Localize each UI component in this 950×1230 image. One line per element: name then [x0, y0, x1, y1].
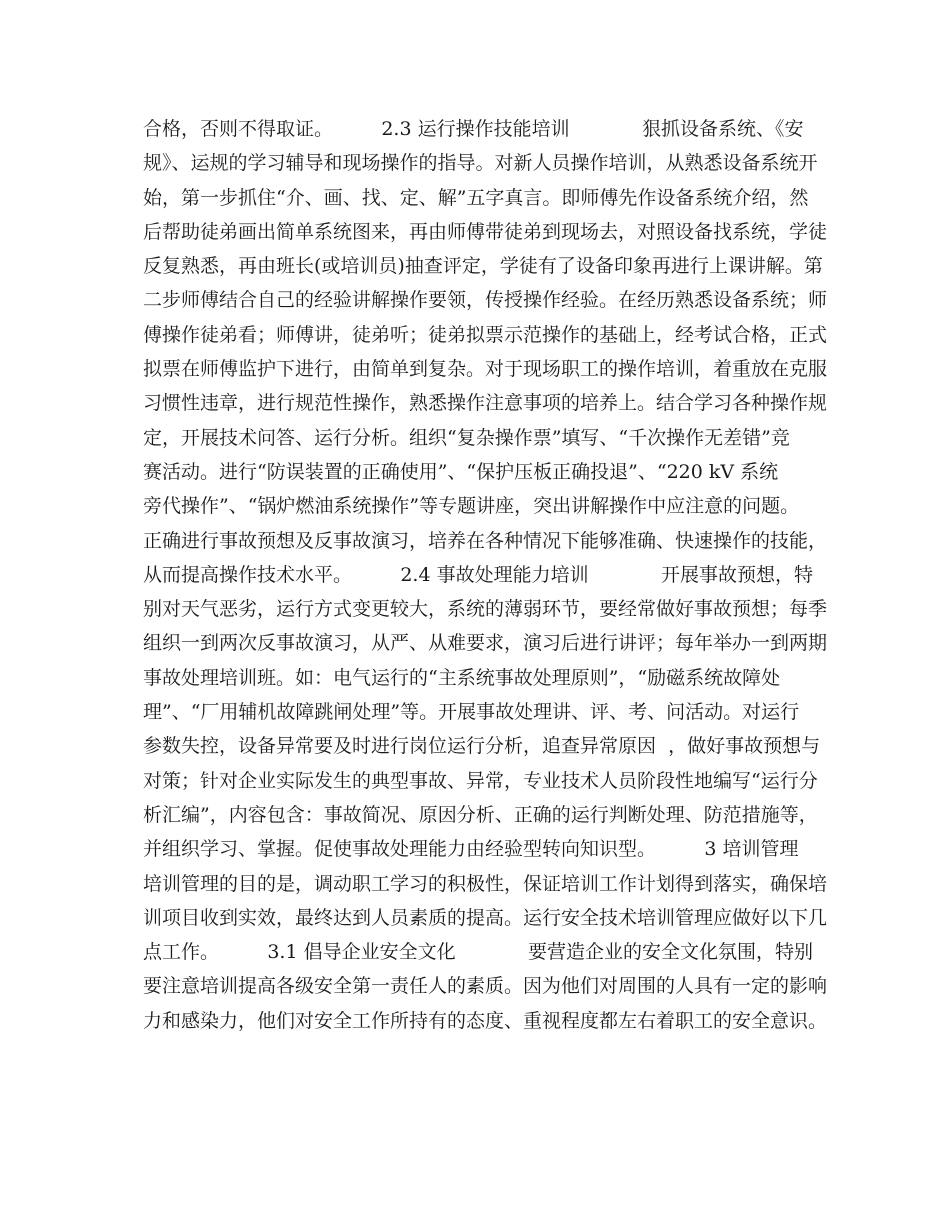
text-line: 合格，否则不得取证。 2.3 运行操作技能培训 狠抓设备系统、《安 [143, 118, 804, 140]
text-line: 规》、运规的学习辅导和现场操作的指导。对新人员操作培训，从熟悉设备系统开 [143, 152, 818, 175]
text-line: 拟票在师傅监护下进行，由简单到复杂。对于现场职工的操作培训，着重放在克服 [143, 358, 828, 381]
text-line: 对策；针对企业实际发生的典型事故、异常，专业技术人员阶段性地编写“运行分 [143, 769, 818, 792]
text-line: 二步师傅结合自己的经验讲解操作要领，传授操作经验。在经历熟悉设备系统；师 [143, 289, 828, 312]
text-line: 习惯性违章，进行规范性操作，熟悉操作注意事项的培养上。结合学习各种操作规 [143, 392, 828, 415]
text-line: 训项目收到实效，最终达到人员素质的提高。运行安全技术培训管理应做好以下几 [143, 906, 828, 929]
text-line: 培训管理的目的是，调动职工学习的积极性，保证培训工作计划得到落实，确保培 [143, 872, 828, 895]
text-line: 从而提高操作技术水平。 2.4 事故处理能力培训 开展事故预想，特 [143, 563, 814, 586]
text-line: 要注意培训提高各级安全第一责任人的素质。因为他们对周围的人具有一定的影响 [143, 975, 828, 998]
text-line: 赛活动。进行“防误装置的正确使用”、“保护压板正确投退”、“220 kV 系统 [143, 460, 779, 483]
text-line: 并组织学习、掌握。促使事故处理能力由经验型转向知识型。 3 培训管理 [143, 838, 799, 861]
text-line: 始，第一步抓住“介、画、找、定、解”五字真言。即师傅先作设备系统介绍，然 [143, 186, 809, 209]
text-line: 反复熟悉，再由班长(或培训员)抽查评定，学徒有了设备印象再进行上课讲解。第 [143, 255, 823, 278]
text-line: 力和感染力，他们对安全工作所持有的态度、重视程度都左右着职工的安全意识。 [143, 1009, 828, 1032]
text-line: 后帮助徒弟画出简单系统图来，再由师傅带徒弟到现场去，对照设备找系统，学徒 [143, 220, 828, 243]
text-line: 事故处理培训班。如：电气运行的“主系统事故处理原则”，“励磁系统故障处 [143, 666, 781, 689]
text-line: 别对天气恶劣，运行方式变更较大，系统的薄弱环节，要经常做好事故预想；每季 [143, 598, 828, 621]
text-line: 定，开展技术问答、运行分析。组织“复杂操作票”填写、“千次操作无差错”竞 [143, 426, 790, 449]
text-line: 正确进行事故预想及反事故演习，培养在各种情况下能够准确、快速操作的技能， [143, 529, 828, 552]
text-line: 析汇编”，内容包含：事故简况、原因分析、正确的运行判断处理、防范措施等， [143, 803, 818, 826]
text-line: 组织一到两次反事故演习，从严、从难要求，演习后进行讲评；每年举办一到两期 [143, 632, 828, 655]
text-line: 旁代操作”、“锅炉燃油系统操作”等专题讲座，突出讲解操作中应注意的问题。 [143, 495, 800, 518]
text-line: 傅操作徒弟看；师傅讲，徒弟听；徒弟拟票示范操作的基础上，经考试合格，正式 [143, 323, 828, 346]
text-line: 理”、“厂用辅机故障跳闸处理”等。开展事故处理讲、评、考、问活动。对运行 [143, 701, 800, 724]
text-line: 点工作。 3.1 倡导企业安全文化 要营造企业的安全文化氛围，特别 [143, 941, 814, 964]
text-line: 参数失控，设备异常要及时进行岗位运行分析，追查异常原因 ，做好事故预想与 [143, 735, 821, 758]
body-text [143, 112, 828, 1038]
